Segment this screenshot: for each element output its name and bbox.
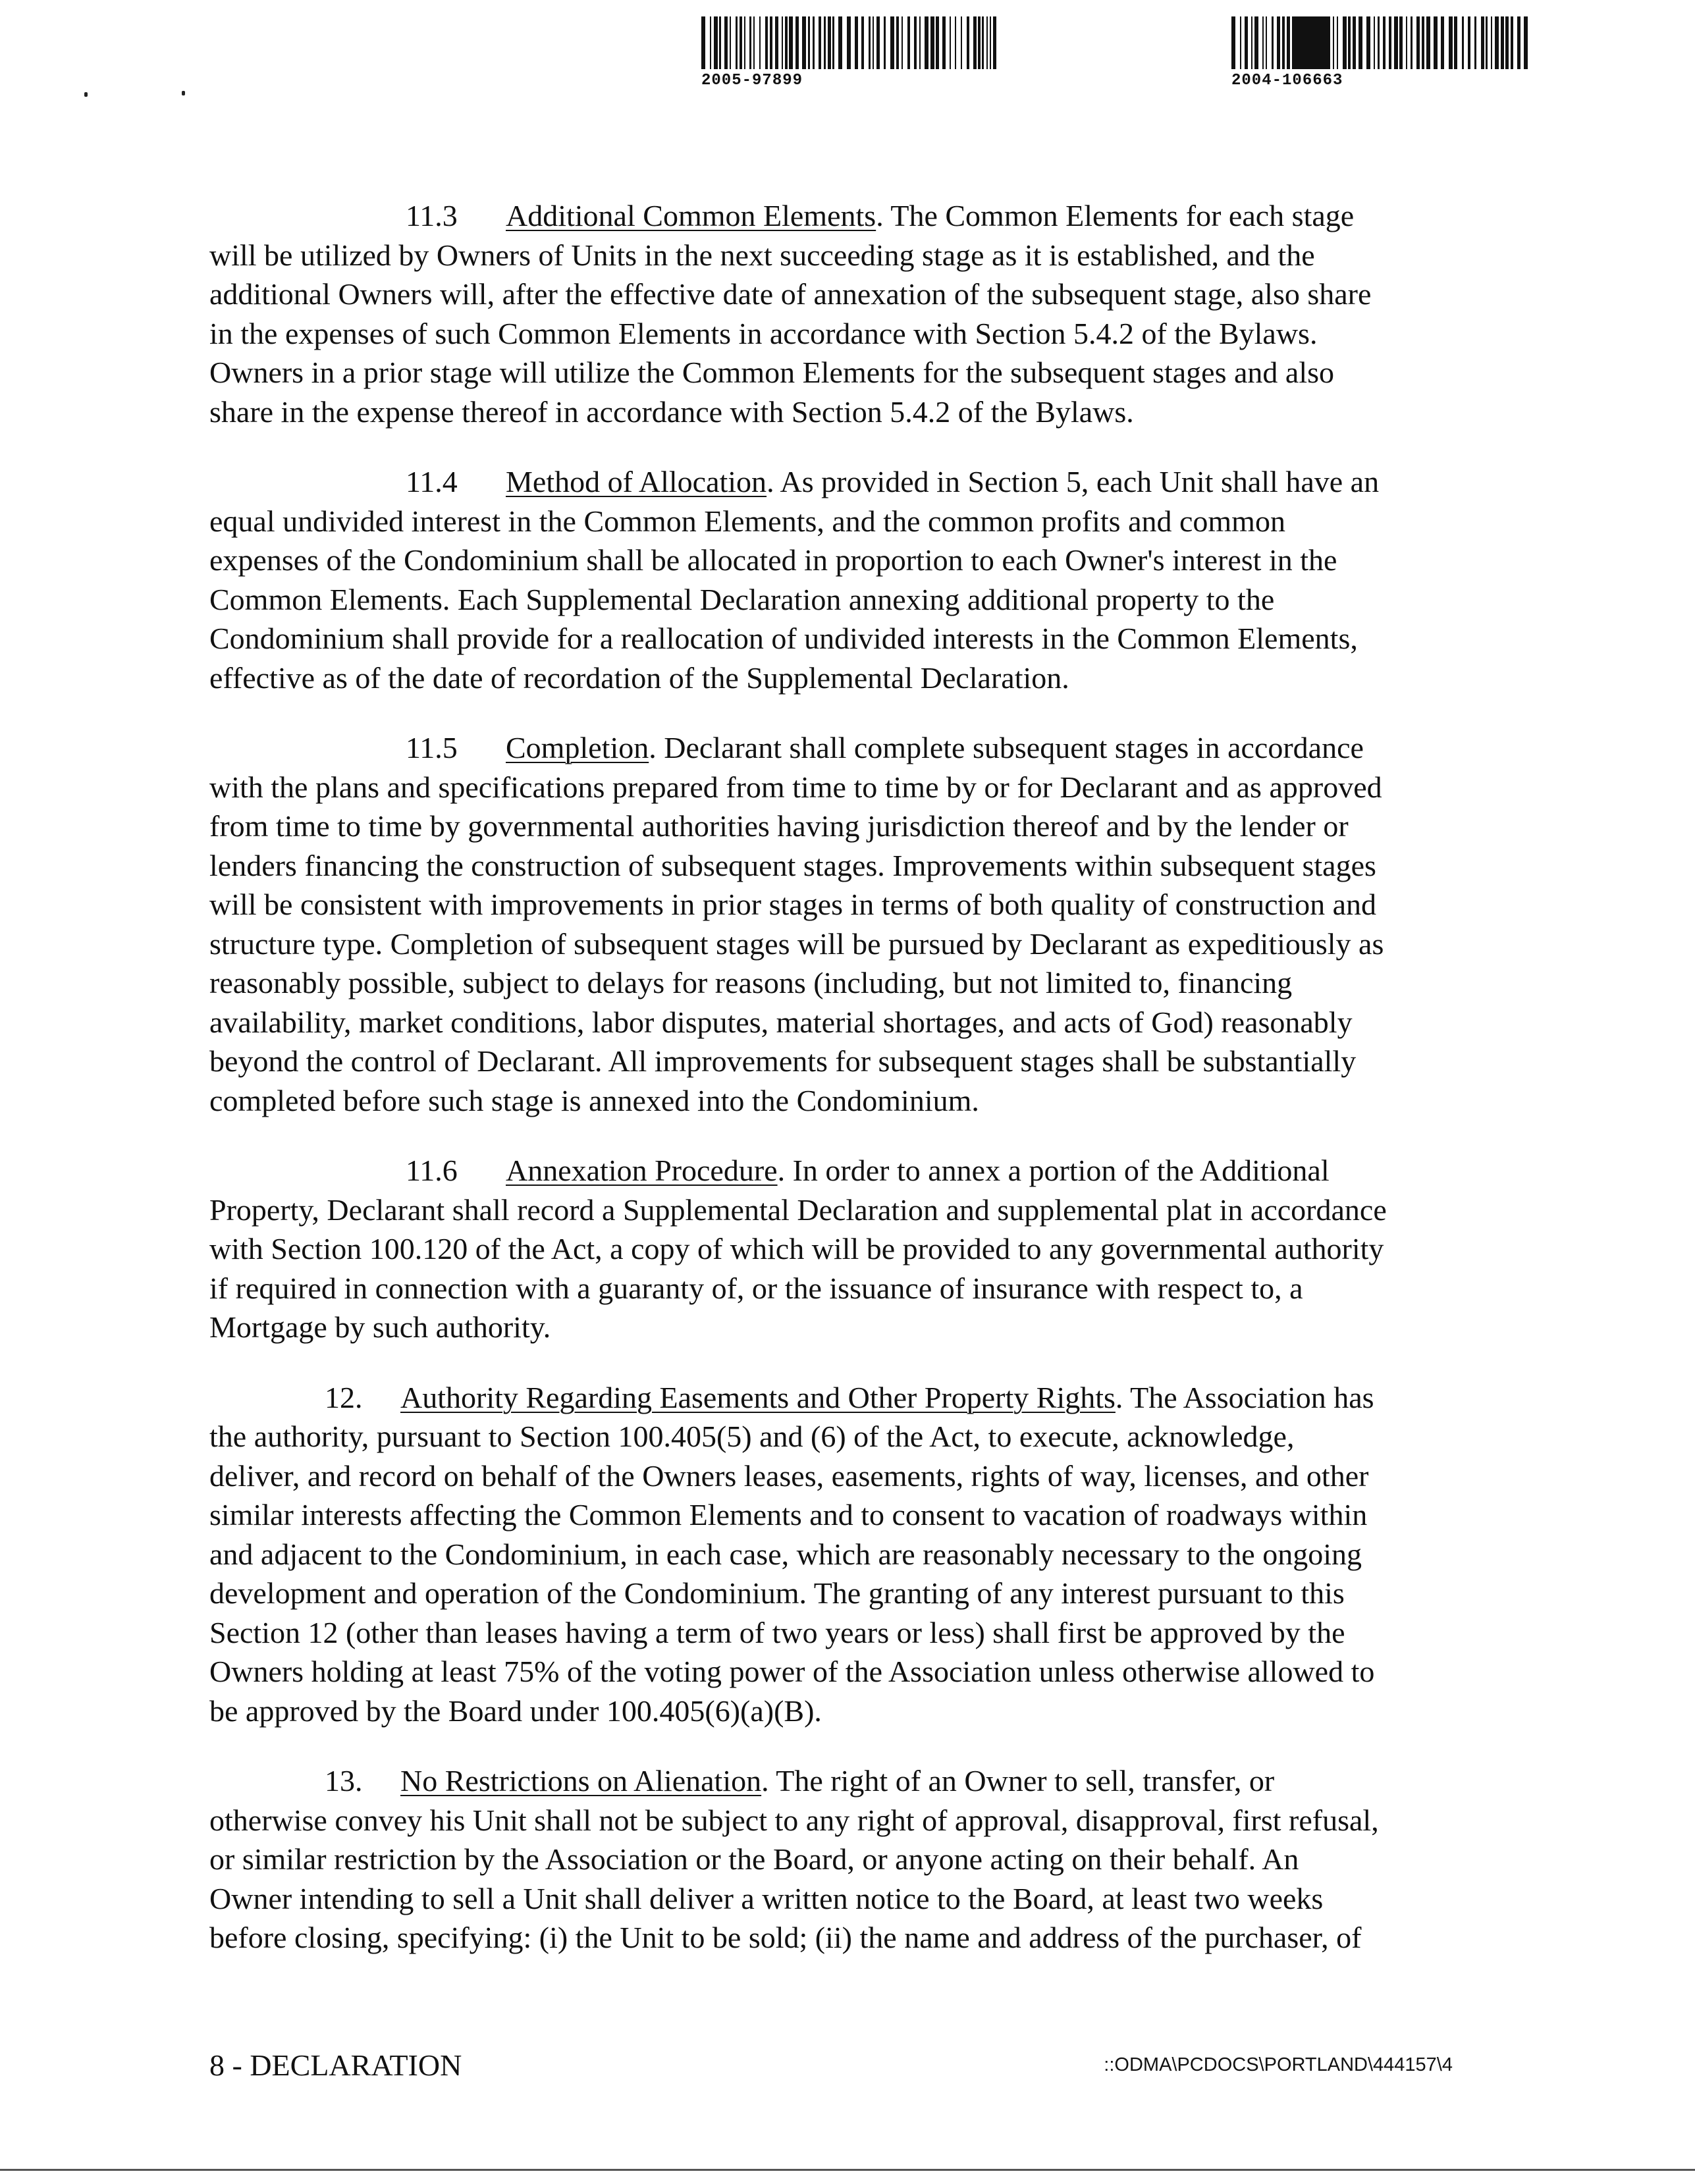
barcode-bar [802,16,806,69]
barcode-bar [1240,16,1241,69]
barcode-bar [942,16,946,69]
barcode-bar [901,16,903,69]
barcode-bar [1524,16,1528,69]
barcode-bar [1511,16,1513,69]
paragraph-line: will be utilized by Owners of Units in the next succeeding stage as it is established, and the [209,238,1315,272]
barcode-bar [730,16,731,69]
barcode-bar [990,16,991,69]
section-heading: Authority Regarding Easements and Other Property Rights [400,1380,1116,1414]
barcode-bar [813,16,815,69]
paragraph-line: otherwise convey his Unit shall not be subject to any right of approval, disapproval, first refusal, [209,1803,1379,1837]
section-number: 11.5 [406,731,458,764]
barcode-bar [1383,16,1386,69]
barcode-bar [808,16,810,69]
barcode-bar [930,16,934,69]
paragraph-line: . The right of an Owner to sell, transfer, or [761,1764,1275,1798]
barcode-bar [1366,16,1370,69]
barcode-bar [925,16,928,69]
barcode-bar [861,16,864,69]
section-heading: Method of Allocation [506,465,767,498]
barcode-bar [955,16,956,69]
paragraph-line: . As provided in Section 5, each Unit shall have an [767,465,1380,498]
barcode-bar [847,16,851,69]
paragraph-line: and adjacent to the Condominium, in each case, which are reasonably necessary to the ongoing [209,1537,1362,1571]
barcode-bar [973,16,977,69]
section-heading: Annexation Procedure [506,1154,778,1187]
paragraph-line: completed before such stage is annexed into the Condominium. [209,1083,979,1117]
barcode-bar [1416,16,1420,69]
paragraph-line: deliver, and record on behalf of the Owners leases, easements, rights of way, licenses, and other [209,1458,1369,1493]
barcode-bar [993,16,996,69]
section-11-5 [209,728,1493,1120]
paragraph-line: with the plans and specifications prepared from time to time by or for Declarant and as approved [209,770,1382,804]
paragraph-line: from time to time by governmental authorities having jurisdiction thereof and by the lender or [209,809,1349,843]
barcode-bar [736,16,738,69]
barcode-bar [1481,16,1484,69]
barcode-bar [1411,16,1412,69]
barcode-bar [1254,16,1258,69]
barcode-bar [1406,16,1407,69]
barcode-bar [967,16,969,69]
barcode-bar [1245,16,1248,69]
barcode-bar [869,16,871,69]
paragraph-line: . The Common Elements for each stage [876,199,1355,232]
barcode-bar [1348,16,1351,69]
barcode-bar [724,16,728,69]
barcode-bar [770,16,772,69]
section-heading: Completion [506,731,649,764]
paragraph-line: Owners in a prior stage will utilize the Common Elements for the subsequent stages and also [209,356,1335,389]
barcode-1 [701,16,998,90]
paragraph-line: in the expenses of such Common Elements in accordance with Section 5.4.2 of the Bylaws. [209,316,1318,350]
barcode-bar [919,16,921,69]
paragraph-line: share in the expense thereof in accordance with Section 5.4.2 of the Bylaws. [209,394,1134,429]
paragraph-line: be approved by the Board under 100.405(6)(a)(B). [209,1693,822,1728]
paragraph-line: effective as of the date of recordation of the Supplemental Declaration. [209,660,1069,695]
barcode-bar [819,16,821,69]
barcode-bar [1266,16,1267,69]
section-number: 11.3 [406,199,458,232]
paragraph-first-line [209,1151,1493,1190]
barcode-1-bars [701,16,998,69]
barcode-bar [884,16,886,69]
paragraph-line: structure type. Completion of subsequent stages will be pursued by Declarant as expeditiously as [209,926,1384,961]
barcode-bar [789,16,793,69]
barcode-bar [765,16,768,69]
barcode-bar [986,16,988,69]
barcode-bar [1333,16,1334,69]
barcode-bar [950,16,951,69]
barcode-bar [982,16,984,69]
barcode-bar [914,16,917,69]
barcode-2-bars [1231,16,1531,69]
paragraph-line: . In order to annex a portion of the Additional [777,1154,1330,1187]
paragraph-line: Section 12 (other than leases having a term of two years or less) shall first be approved by the [209,1615,1345,1649]
paragraph-first-line [209,728,1493,768]
scan-edge-line [0,2169,1695,2171]
barcode-bar [1389,16,1391,69]
barcode-bar [1422,16,1424,69]
barcode-bar [855,16,858,69]
barcode-bar [1474,16,1476,69]
paragraph-line: with Section 100.120 of the Act, a copy of which will be provided to any governmental authority [209,1232,1384,1265]
section-11-3 [209,196,1493,431]
barcode-bar [1462,16,1464,69]
paragraph-line: Property, Declarant shall record a Supplemental Declaration and supplemental plat in accordance [209,1192,1387,1227]
section-heading: Additional Common Elements [506,199,876,232]
paragraph-line: will be consistent with improvements in prior stages in terms of both quality of construction and [209,888,1376,921]
barcode-bar [1449,16,1453,69]
paragraph-line: the authority, pursuant to Section 100.405(5) and (6) of the Act, to execute, acknowledge, [209,1420,1295,1453]
section-11-6 [209,1151,1493,1347]
barcode-bar [1353,16,1356,69]
barcode-bar [1454,16,1457,69]
barcode-bar [1287,16,1290,69]
barcode-bar [890,16,894,69]
barcode-bar [1426,16,1430,69]
paragraph-line: availability, market conditions, labor disputes, material shortages, and acts of God) reasonably [209,1005,1353,1039]
barcode-bar [1262,16,1264,69]
barcode-bar [1294,16,1328,69]
section-11-4 [209,462,1493,697]
paragraph-first-line [209,462,1493,502]
paragraph-line: before closing, specifying: (i) the Unit to be sold; (ii) the name and address of the purchaser, of [209,1921,1362,1954]
paragraph-line: Mortgage by such authority. [209,1310,551,1344]
barcode-bar [1434,16,1438,69]
barcode-1-number: 2005-97899 [701,72,803,90]
barcode-bar [782,16,783,69]
section-13 [209,1761,1493,1958]
scan-speck [182,91,185,95]
section-12 [209,1378,1493,1731]
paragraph-line: . The Association has [1115,1380,1374,1414]
barcode-bar [828,16,831,69]
paragraph-line: lenders financing the construction of subsequent stages. Improvements within subsequent stages [209,848,1376,882]
section-heading: No Restrictions on Alienation [400,1764,762,1798]
barcode-bar [1468,16,1470,69]
footer-page-label: 8 - DECLARATION [209,2048,462,2082]
paragraph-first-line [209,196,1493,236]
barcode-bar [759,16,761,69]
barcode-bar [701,16,705,69]
paragraph-line: similar interests affecting the Common Elements and to consent to vacation of roadways within [209,1498,1368,1531]
barcode-bar [1378,16,1380,69]
paragraph-line: Common Elements. Each Supplemental Declaration annexing additional property to the [209,582,1275,616]
barcode-bar [1374,16,1375,69]
barcode-bar [978,16,981,69]
barcode-bar [1491,16,1492,69]
footer-doc-path: ::ODMA\PCDOCS\PORTLAND\444157\4 [1104,2054,1453,2075]
barcode-2 [1231,16,1531,90]
barcode-bar [740,16,742,69]
paragraph-line: . Declarant shall complete subsequent stages in accordance [649,731,1364,764]
barcode-bar [907,16,910,69]
barcode-bar [838,16,842,69]
paragraph-line: expenses of the Condominium shall be allocated in proportion to each Owner's interest in the [209,543,1337,577]
body-text [209,196,1493,1988]
paragraph-line: equal undivided interest in the Common Elements, and the common profits and common [209,504,1285,538]
barcode-bar [719,16,721,69]
paragraph-line: Owners holding at least 75% of the voting power of the Association unless otherwise allowed to [209,1655,1375,1688]
barcode-bar [1399,16,1403,69]
section-number: 12. [325,1380,363,1414]
barcode-bar [1495,16,1499,69]
section-number: 11.4 [406,465,458,498]
paragraph-line: reasonably possible, subject to delays for reasons (including, but not limited to, financing [209,966,1293,999]
barcode-bar [1272,16,1274,69]
barcode-bar [753,16,755,69]
barcode-bar [896,16,899,69]
barcode-bar [749,16,751,69]
barcode-bar [1441,16,1444,69]
barcode-bar [785,16,788,69]
barcode-bar [710,16,711,69]
section-number: 11.6 [406,1154,458,1187]
barcode-bar [795,16,799,69]
barcode-bar [936,16,939,69]
barcode-bar [1359,16,1362,69]
paragraph-line: beyond the control of Declarant. All improvements for subsequent stages shall be substantially [209,1044,1357,1078]
paragraph-first-line [209,1378,1493,1418]
barcode-bar [961,16,962,69]
barcode-bar [1337,16,1338,69]
section-number: 13. [325,1764,363,1798]
barcode-bar [1282,16,1285,69]
barcode-bar [744,16,745,69]
barcode-bar [1501,16,1504,69]
barcode-bar [876,16,880,69]
scan-speck [84,92,88,97]
paragraph-line: additional Owners will, after the effective date of annexation of the subsequent stage, also share [209,277,1372,311]
paragraph-line: if required in connection with a guaranty of, or the issuance of insurance with respect to, a [209,1271,1303,1305]
paragraph-line: Condominium shall provide for a reallocation of undivided interests in the Common Elements, [209,622,1358,655]
paragraph-first-line [209,1761,1493,1801]
barcode-bar [1343,16,1347,69]
barcode-bar [1505,16,1509,69]
barcode-bar [714,16,718,69]
barcode-bar [775,16,778,69]
barcode-bar [824,16,826,69]
barcode-bar [1394,16,1398,69]
barcode-bar [832,16,834,69]
paragraph-line: Owner intending to sell a Unit shall deliver a written notice to the Board, at least two weeks [209,1881,1324,1915]
barcode-bar [1277,16,1280,69]
barcode-2-number: 2004-106663 [1231,72,1343,90]
barcode-bar [1517,16,1520,69]
barcode-bar [1231,16,1235,69]
paragraph-line: or similar restriction by the Association or the Board, or anyone acting on their behalf. An [209,1842,1299,1876]
barcode-bar [873,16,874,69]
barcode-bar [1251,16,1252,69]
barcode-bar [1486,16,1488,69]
paragraph-line: development and operation of the Condominium. The granting of any interest pursuant to this [209,1576,1345,1610]
